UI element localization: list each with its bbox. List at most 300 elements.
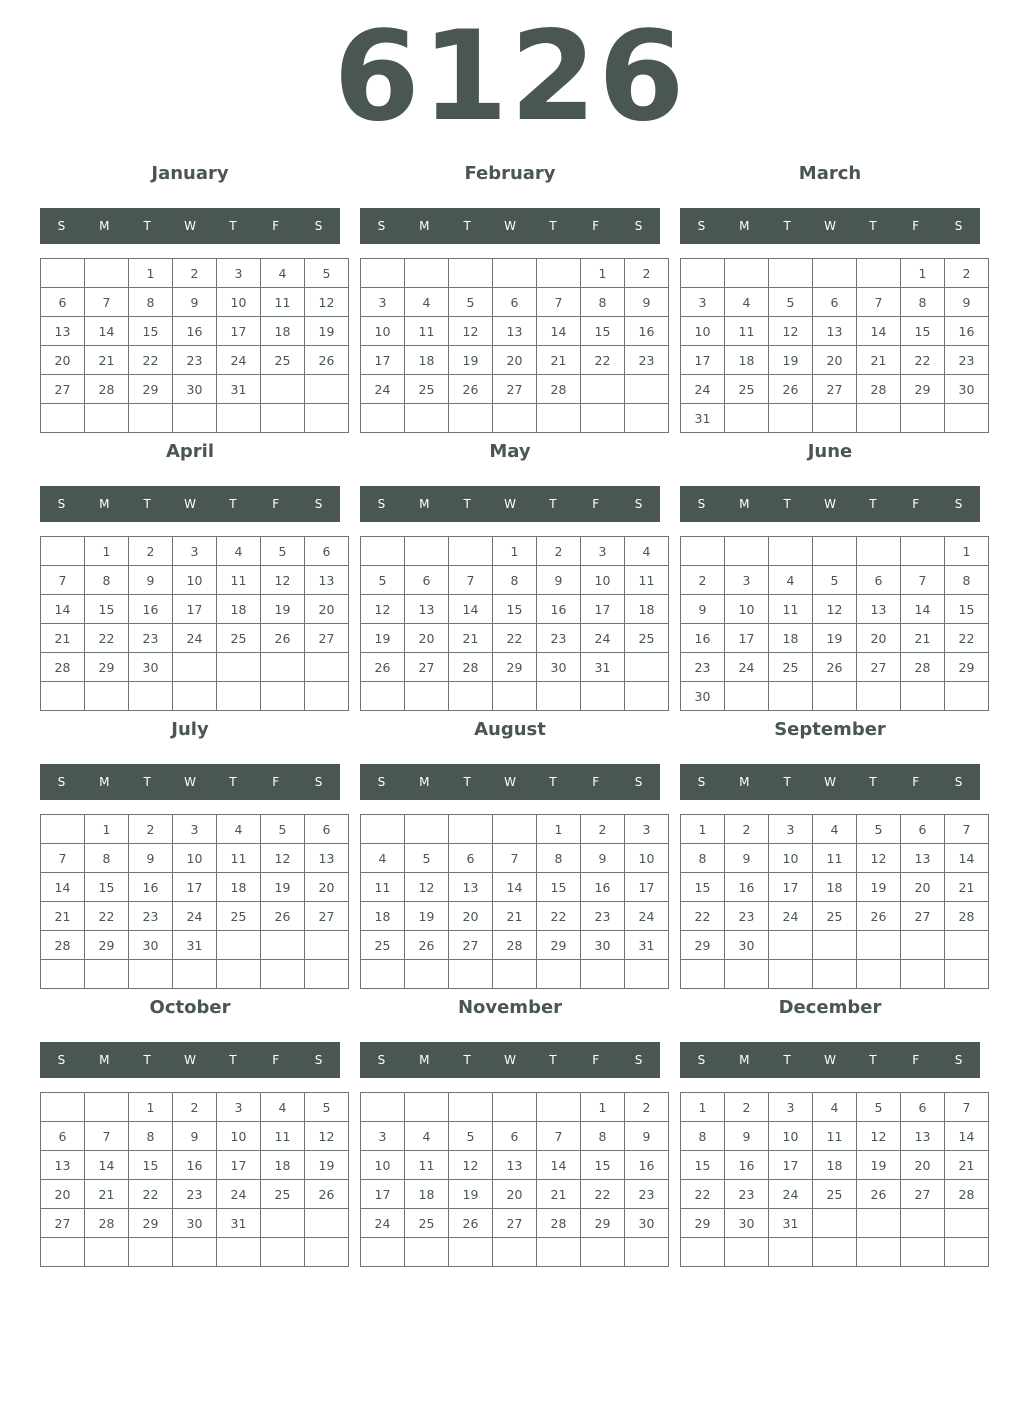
day-cell: 22 bbox=[681, 902, 725, 931]
day-cell: 26 bbox=[305, 1180, 349, 1209]
day-cell: 31 bbox=[625, 931, 669, 960]
weekday-label: S bbox=[377, 219, 386, 233]
empty-day-cell bbox=[581, 960, 625, 989]
day-cell: 22 bbox=[537, 902, 581, 931]
week-row bbox=[41, 1238, 349, 1267]
day-cell: 10 bbox=[217, 1122, 261, 1151]
empty-day-cell bbox=[857, 404, 901, 433]
day-cell: 10 bbox=[681, 317, 725, 346]
day-cell: 29 bbox=[581, 1209, 625, 1238]
weekday-label: F bbox=[912, 219, 920, 233]
day-cell: 25 bbox=[261, 1180, 305, 1209]
day-cell: 7 bbox=[85, 1122, 129, 1151]
day-cell: 17 bbox=[769, 873, 813, 902]
empty-day-cell bbox=[85, 404, 129, 433]
day-cell: 17 bbox=[217, 1151, 261, 1180]
day-cell: 29 bbox=[493, 653, 537, 682]
empty-day-cell bbox=[813, 1209, 857, 1238]
day-cell: 16 bbox=[129, 595, 173, 624]
weekday-label: S bbox=[57, 775, 66, 789]
day-cell: 19 bbox=[405, 902, 449, 931]
day-cell: 6 bbox=[493, 288, 537, 317]
weekday-label: S bbox=[57, 219, 66, 233]
weekday-header bbox=[40, 486, 340, 522]
day-cell: 17 bbox=[725, 624, 769, 653]
empty-day-cell bbox=[769, 931, 813, 960]
weekday-label: T bbox=[783, 497, 791, 511]
day-cell: 26 bbox=[449, 1209, 493, 1238]
week-row bbox=[41, 259, 349, 288]
day-cell: 22 bbox=[945, 624, 989, 653]
day-cell: 4 bbox=[361, 844, 405, 873]
week-row bbox=[361, 624, 669, 653]
week-row bbox=[681, 595, 989, 624]
week-row bbox=[361, 595, 669, 624]
day-cell: 16 bbox=[945, 317, 989, 346]
day-cell: 8 bbox=[581, 1122, 625, 1151]
empty-day-cell bbox=[769, 537, 813, 566]
weekday-header bbox=[680, 1042, 980, 1078]
weekday-label: M bbox=[419, 497, 430, 511]
weekday-label: W bbox=[824, 497, 836, 511]
day-cell: 14 bbox=[537, 317, 581, 346]
weekday-label: M bbox=[99, 497, 110, 511]
empty-day-cell bbox=[493, 682, 537, 711]
empty-day-cell bbox=[537, 960, 581, 989]
day-cell: 24 bbox=[173, 902, 217, 931]
week-row bbox=[681, 653, 989, 682]
day-cell: 4 bbox=[405, 288, 449, 317]
day-cell: 4 bbox=[405, 1122, 449, 1151]
empty-day-cell bbox=[305, 404, 349, 433]
day-cell: 11 bbox=[261, 288, 305, 317]
day-cell: 9 bbox=[725, 1122, 769, 1151]
day-cell: 26 bbox=[261, 902, 305, 931]
weekday-label: S bbox=[57, 1053, 66, 1067]
month-name: March bbox=[798, 163, 862, 184]
empty-day-cell bbox=[405, 682, 449, 711]
day-cell: 18 bbox=[361, 902, 405, 931]
weekday-label: S bbox=[377, 497, 386, 511]
day-cell: 24 bbox=[769, 1180, 813, 1209]
week-row bbox=[361, 288, 669, 317]
day-cell: 24 bbox=[173, 624, 217, 653]
day-cell: 16 bbox=[173, 1151, 217, 1180]
day-cell: 16 bbox=[581, 873, 625, 902]
day-cell: 14 bbox=[857, 317, 901, 346]
day-cell: 25 bbox=[725, 375, 769, 404]
day-cell: 12 bbox=[857, 1122, 901, 1151]
empty-day-cell bbox=[813, 682, 857, 711]
empty-day-cell bbox=[361, 682, 405, 711]
day-cell: 15 bbox=[945, 595, 989, 624]
day-cell: 29 bbox=[681, 1209, 725, 1238]
day-cell: 5 bbox=[305, 259, 349, 288]
week-row bbox=[681, 1151, 989, 1180]
week-row bbox=[361, 259, 669, 288]
day-cell: 9 bbox=[625, 1122, 669, 1151]
empty-day-cell bbox=[173, 960, 217, 989]
week-row bbox=[41, 1151, 349, 1180]
weekday-label: W bbox=[824, 1053, 836, 1067]
week-row bbox=[41, 653, 349, 682]
day-cell: 5 bbox=[769, 288, 813, 317]
day-cell: 21 bbox=[537, 346, 581, 375]
day-cell: 30 bbox=[725, 931, 769, 960]
empty-day-cell bbox=[305, 1209, 349, 1238]
empty-day-cell bbox=[493, 960, 537, 989]
empty-day-cell bbox=[945, 404, 989, 433]
day-cell: 28 bbox=[493, 931, 537, 960]
day-cell: 30 bbox=[725, 1209, 769, 1238]
day-cell: 12 bbox=[813, 595, 857, 624]
day-cell: 25 bbox=[405, 375, 449, 404]
week-row bbox=[361, 960, 669, 989]
empty-day-cell bbox=[769, 404, 813, 433]
week-row bbox=[41, 931, 349, 960]
week-row bbox=[681, 566, 989, 595]
day-cell: 5 bbox=[813, 566, 857, 595]
day-cell: 10 bbox=[769, 1122, 813, 1151]
day-cell: 22 bbox=[85, 902, 129, 931]
day-cell: 9 bbox=[945, 288, 989, 317]
weekday-label: S bbox=[314, 1053, 323, 1067]
weekday-label: S bbox=[954, 219, 963, 233]
day-cell: 17 bbox=[217, 317, 261, 346]
day-cell: 14 bbox=[945, 1122, 989, 1151]
week-row bbox=[681, 288, 989, 317]
empty-day-cell bbox=[813, 259, 857, 288]
empty-day-cell bbox=[361, 259, 405, 288]
day-cell: 26 bbox=[857, 1180, 901, 1209]
day-cell: 11 bbox=[625, 566, 669, 595]
day-cell: 27 bbox=[813, 375, 857, 404]
day-cell: 1 bbox=[681, 815, 725, 844]
day-cell: 15 bbox=[129, 1151, 173, 1180]
day-cell: 18 bbox=[725, 346, 769, 375]
empty-day-cell bbox=[217, 404, 261, 433]
empty-day-cell bbox=[769, 682, 813, 711]
empty-day-cell bbox=[945, 1209, 989, 1238]
weekday-label: T bbox=[783, 219, 791, 233]
weekday-label: F bbox=[592, 497, 600, 511]
empty-day-cell bbox=[217, 960, 261, 989]
day-grid bbox=[40, 536, 349, 711]
day-cell: 28 bbox=[857, 375, 901, 404]
day-cell: 18 bbox=[261, 317, 305, 346]
day-cell: 23 bbox=[945, 346, 989, 375]
day-cell: 18 bbox=[813, 1151, 857, 1180]
week-row bbox=[41, 624, 349, 653]
week-row bbox=[361, 566, 669, 595]
weekday-label: T bbox=[869, 219, 877, 233]
empty-day-cell bbox=[857, 1209, 901, 1238]
empty-day-cell bbox=[857, 931, 901, 960]
day-cell: 14 bbox=[85, 1151, 129, 1180]
empty-day-cell bbox=[305, 931, 349, 960]
weekday-label: W bbox=[184, 1053, 196, 1067]
weekday-label: T bbox=[229, 219, 237, 233]
day-cell: 16 bbox=[725, 1151, 769, 1180]
day-cell: 12 bbox=[305, 1122, 349, 1151]
week-row bbox=[361, 404, 669, 433]
day-cell: 15 bbox=[901, 317, 945, 346]
day-cell: 23 bbox=[537, 624, 581, 653]
day-cell: 3 bbox=[173, 537, 217, 566]
month-name: September bbox=[774, 719, 886, 740]
weekday-label: T bbox=[463, 219, 471, 233]
day-cell: 7 bbox=[945, 815, 989, 844]
day-grid bbox=[40, 258, 349, 433]
day-cell: 15 bbox=[681, 1151, 725, 1180]
day-cell: 7 bbox=[41, 566, 85, 595]
day-cell: 28 bbox=[449, 653, 493, 682]
empty-day-cell bbox=[493, 815, 537, 844]
day-cell: 29 bbox=[945, 653, 989, 682]
week-row bbox=[41, 844, 349, 873]
empty-day-cell bbox=[261, 653, 305, 682]
day-cell: 20 bbox=[449, 902, 493, 931]
day-cell: 8 bbox=[493, 566, 537, 595]
day-cell: 24 bbox=[581, 624, 625, 653]
empty-day-cell bbox=[405, 1093, 449, 1122]
day-cell: 24 bbox=[217, 1180, 261, 1209]
empty-day-cell bbox=[305, 375, 349, 404]
day-cell: 14 bbox=[41, 595, 85, 624]
day-cell: 30 bbox=[581, 931, 625, 960]
day-cell: 8 bbox=[129, 1122, 173, 1151]
day-cell: 24 bbox=[769, 902, 813, 931]
day-cell: 6 bbox=[493, 1122, 537, 1151]
day-cell: 18 bbox=[217, 873, 261, 902]
week-row bbox=[681, 844, 989, 873]
day-cell: 28 bbox=[537, 1209, 581, 1238]
day-cell: 27 bbox=[305, 624, 349, 653]
day-cell: 11 bbox=[769, 595, 813, 624]
day-cell: 19 bbox=[449, 346, 493, 375]
day-cell: 29 bbox=[537, 931, 581, 960]
day-cell: 26 bbox=[813, 653, 857, 682]
empty-day-cell bbox=[173, 653, 217, 682]
day-cell: 1 bbox=[537, 815, 581, 844]
empty-day-cell bbox=[305, 682, 349, 711]
weekday-label: M bbox=[419, 775, 430, 789]
day-cell: 8 bbox=[537, 844, 581, 873]
empty-day-cell bbox=[85, 259, 129, 288]
day-cell: 23 bbox=[581, 902, 625, 931]
week-row bbox=[41, 960, 349, 989]
weekday-header bbox=[40, 1042, 340, 1078]
day-cell: 28 bbox=[901, 653, 945, 682]
week-row bbox=[681, 815, 989, 844]
weekday-label: T bbox=[869, 1053, 877, 1067]
week-row bbox=[41, 873, 349, 902]
day-cell: 20 bbox=[41, 346, 85, 375]
week-row bbox=[681, 537, 989, 566]
empty-day-cell bbox=[129, 404, 173, 433]
week-row bbox=[41, 288, 349, 317]
empty-day-cell bbox=[41, 404, 85, 433]
day-cell: 11 bbox=[405, 317, 449, 346]
weekday-label: T bbox=[229, 775, 237, 789]
day-cell: 30 bbox=[945, 375, 989, 404]
weekday-label: S bbox=[634, 219, 643, 233]
weekday-label: S bbox=[314, 497, 323, 511]
week-row bbox=[41, 815, 349, 844]
weekday-label: M bbox=[739, 497, 750, 511]
empty-day-cell bbox=[493, 259, 537, 288]
day-cell: 7 bbox=[945, 1093, 989, 1122]
day-cell: 10 bbox=[725, 595, 769, 624]
week-row bbox=[361, 375, 669, 404]
day-cell: 15 bbox=[85, 595, 129, 624]
day-cell: 23 bbox=[625, 346, 669, 375]
empty-day-cell bbox=[41, 1093, 85, 1122]
week-row bbox=[361, 1093, 669, 1122]
day-cell: 7 bbox=[537, 288, 581, 317]
day-cell: 1 bbox=[581, 1093, 625, 1122]
day-cell: 16 bbox=[173, 317, 217, 346]
day-cell: 27 bbox=[405, 653, 449, 682]
day-cell: 23 bbox=[129, 624, 173, 653]
day-cell: 9 bbox=[537, 566, 581, 595]
day-cell: 15 bbox=[537, 873, 581, 902]
weekday-label: W bbox=[504, 775, 516, 789]
day-cell: 17 bbox=[769, 1151, 813, 1180]
empty-day-cell bbox=[901, 682, 945, 711]
day-cell: 20 bbox=[901, 873, 945, 902]
weekday-header bbox=[360, 208, 660, 244]
day-cell: 22 bbox=[681, 1180, 725, 1209]
empty-day-cell bbox=[261, 375, 305, 404]
empty-day-cell bbox=[537, 404, 581, 433]
day-grid bbox=[680, 814, 989, 989]
day-cell: 25 bbox=[361, 931, 405, 960]
day-cell: 12 bbox=[261, 844, 305, 873]
day-cell: 21 bbox=[85, 1180, 129, 1209]
day-cell: 13 bbox=[449, 873, 493, 902]
empty-day-cell bbox=[173, 404, 217, 433]
day-cell: 27 bbox=[493, 1209, 537, 1238]
day-cell: 21 bbox=[41, 624, 85, 653]
day-cell: 2 bbox=[129, 537, 173, 566]
week-row bbox=[361, 844, 669, 873]
day-cell: 20 bbox=[41, 1180, 85, 1209]
day-cell: 4 bbox=[769, 566, 813, 595]
weekday-label: M bbox=[99, 1053, 110, 1067]
empty-day-cell bbox=[129, 960, 173, 989]
day-cell: 22 bbox=[901, 346, 945, 375]
empty-day-cell bbox=[405, 1238, 449, 1267]
day-cell: 30 bbox=[173, 375, 217, 404]
empty-day-cell bbox=[41, 960, 85, 989]
week-row bbox=[41, 682, 349, 711]
day-cell: 1 bbox=[901, 259, 945, 288]
day-cell: 26 bbox=[449, 375, 493, 404]
day-cell: 2 bbox=[173, 1093, 217, 1122]
day-cell: 5 bbox=[305, 1093, 349, 1122]
day-cell: 12 bbox=[449, 317, 493, 346]
day-grid bbox=[680, 536, 989, 711]
weekday-header bbox=[360, 764, 660, 800]
empty-day-cell bbox=[725, 1238, 769, 1267]
day-cell: 27 bbox=[901, 1180, 945, 1209]
empty-day-cell bbox=[581, 375, 625, 404]
empty-day-cell bbox=[261, 682, 305, 711]
day-cell: 20 bbox=[405, 624, 449, 653]
empty-day-cell bbox=[681, 1238, 725, 1267]
day-cell: 10 bbox=[173, 566, 217, 595]
weekday-label: W bbox=[824, 775, 836, 789]
day-cell: 16 bbox=[537, 595, 581, 624]
day-grid bbox=[680, 1092, 989, 1267]
weekday-label: T bbox=[783, 775, 791, 789]
empty-day-cell bbox=[625, 682, 669, 711]
day-cell: 5 bbox=[361, 566, 405, 595]
day-cell: 24 bbox=[681, 375, 725, 404]
day-cell: 19 bbox=[857, 1151, 901, 1180]
day-cell: 4 bbox=[725, 288, 769, 317]
day-cell: 17 bbox=[581, 595, 625, 624]
day-cell: 9 bbox=[581, 844, 625, 873]
weekday-label: S bbox=[377, 1053, 386, 1067]
day-cell: 26 bbox=[361, 653, 405, 682]
day-cell: 31 bbox=[217, 1209, 261, 1238]
day-grid bbox=[360, 258, 669, 433]
empty-day-cell bbox=[449, 259, 493, 288]
weekday-label: S bbox=[377, 775, 386, 789]
empty-day-cell bbox=[361, 1238, 405, 1267]
day-cell: 10 bbox=[625, 844, 669, 873]
empty-day-cell bbox=[217, 653, 261, 682]
day-grid bbox=[360, 814, 669, 989]
day-cell: 2 bbox=[173, 259, 217, 288]
day-cell: 22 bbox=[493, 624, 537, 653]
day-cell: 2 bbox=[681, 566, 725, 595]
day-cell: 11 bbox=[813, 1122, 857, 1151]
weekday-label: W bbox=[184, 775, 196, 789]
empty-day-cell bbox=[769, 259, 813, 288]
week-row bbox=[681, 682, 989, 711]
day-cell: 28 bbox=[41, 931, 85, 960]
day-cell: 30 bbox=[681, 682, 725, 711]
weekday-label: W bbox=[824, 219, 836, 233]
week-row bbox=[681, 624, 989, 653]
day-cell: 19 bbox=[261, 595, 305, 624]
empty-day-cell bbox=[361, 1093, 405, 1122]
day-cell: 3 bbox=[769, 815, 813, 844]
day-cell: 15 bbox=[493, 595, 537, 624]
day-cell: 19 bbox=[769, 346, 813, 375]
day-cell: 4 bbox=[217, 815, 261, 844]
empty-day-cell bbox=[493, 404, 537, 433]
day-cell: 24 bbox=[625, 902, 669, 931]
weekday-label: S bbox=[634, 1053, 643, 1067]
day-cell: 28 bbox=[945, 1180, 989, 1209]
empty-day-cell bbox=[41, 1238, 85, 1267]
empty-day-cell bbox=[625, 375, 669, 404]
empty-day-cell bbox=[305, 960, 349, 989]
weekday-header bbox=[40, 208, 340, 244]
day-cell: 13 bbox=[41, 1151, 85, 1180]
weekday-label: M bbox=[419, 219, 430, 233]
day-cell: 9 bbox=[129, 844, 173, 873]
empty-day-cell bbox=[625, 960, 669, 989]
empty-day-cell bbox=[405, 815, 449, 844]
week-row bbox=[361, 537, 669, 566]
empty-day-cell bbox=[449, 537, 493, 566]
day-cell: 6 bbox=[901, 1093, 945, 1122]
